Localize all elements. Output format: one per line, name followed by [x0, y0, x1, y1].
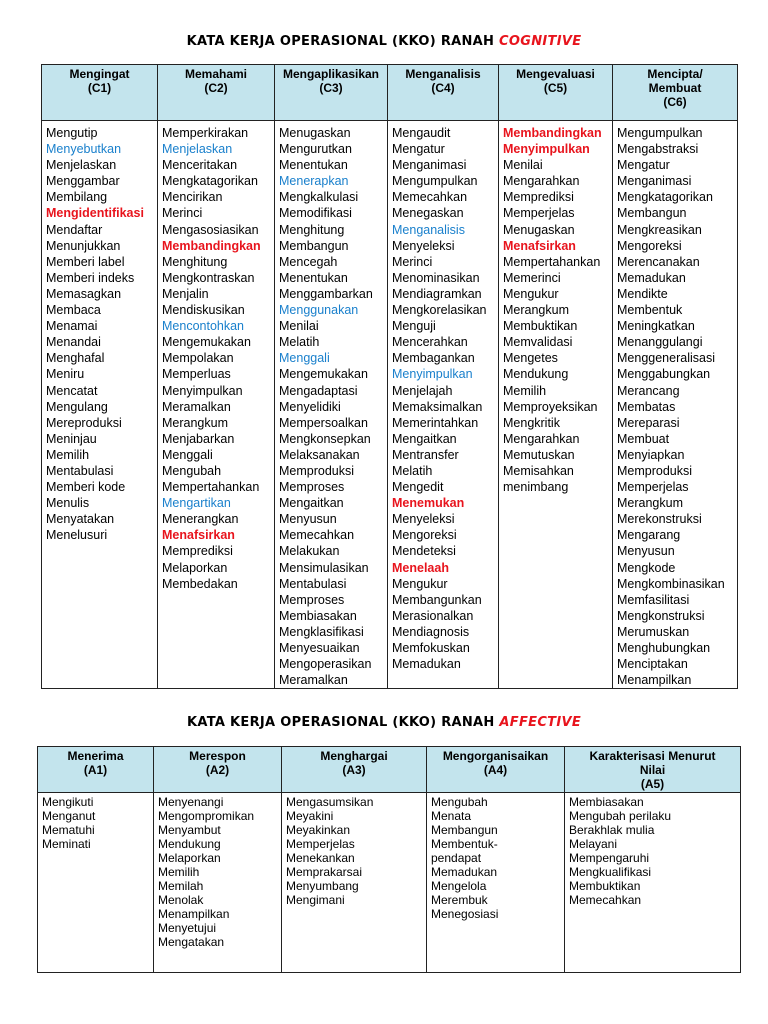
affective-body-row — [38, 793, 741, 973]
verb-item: pendapat — [431, 851, 482, 865]
verb-item: Mengkatagorikan — [617, 190, 713, 205]
verb-item: Memproduksi — [617, 463, 693, 478]
verb-item: Memecahkan — [569, 893, 642, 907]
verb-item: Mencontohkan — [162, 319, 245, 334]
verb-item: Merangkum — [617, 496, 683, 511]
verb-item: Meminati — [42, 837, 91, 851]
verb-item: Mereparasi — [617, 415, 680, 430]
verb-item: Mengurutkan — [279, 142, 352, 157]
verb-item: Menelusuri — [46, 528, 108, 543]
verb-item: Menyambut — [158, 823, 221, 837]
verb-item: Memproduksi — [279, 463, 355, 478]
verb-item: Menata — [431, 809, 472, 823]
verb-item: Menegosiasi — [431, 907, 499, 921]
verb-item: Mengukur — [503, 286, 559, 301]
verb-item: Mendukung — [158, 837, 221, 851]
verb-item: Mengkode — [617, 560, 676, 575]
cognitive-body-row — [42, 121, 738, 689]
verb-item: Menggali — [162, 447, 213, 462]
verb-item: Mentransfer — [392, 447, 459, 462]
verb-list-cell — [42, 121, 158, 689]
column-header — [388, 65, 499, 121]
verb-item: Menugaskan — [279, 126, 351, 140]
verb-item: Membandingkan — [503, 126, 602, 140]
verb-item: Menggabungkan — [617, 367, 711, 382]
verb-item: Menilai — [503, 158, 543, 173]
verb-item: Melatih — [392, 463, 433, 478]
verb-item: Mengarang — [617, 528, 681, 543]
verb-item: Mendiagnosis — [392, 624, 470, 639]
verb-item: Memfokuskan — [392, 641, 470, 655]
verb-item: Mengkualifikasi — [569, 865, 652, 879]
verb-item: Menerangkan — [162, 512, 239, 527]
verb-item: Memvalidasi — [503, 335, 573, 350]
verb-item: Menegaskan — [392, 206, 464, 221]
verb-item: Menggeneralisasi — [617, 351, 715, 366]
cognitive-title — [0, 34, 768, 49]
verb-item: Menandai — [46, 335, 101, 350]
verb-item: Mengimani — [286, 893, 345, 907]
verb-item: Membiasakan — [279, 608, 357, 623]
column-header — [42, 65, 158, 121]
verb-item: Menghubungkan — [617, 641, 711, 655]
verb-item: Membuktikan — [503, 319, 578, 334]
verb-item: Memprediksi — [503, 190, 574, 205]
verb-item: Melakukan — [279, 544, 340, 559]
verb-item: Merinci — [392, 254, 433, 269]
verb-item: Merencanakan — [617, 254, 700, 269]
verb-item: Meniru — [46, 367, 85, 382]
verb-item: Memilih — [503, 383, 547, 398]
verb-item: Memprediksi — [162, 544, 233, 559]
verb-item: Berakhlak mulia — [569, 823, 655, 837]
verb-item: Menyetujui — [158, 921, 217, 935]
verb-item: Mencatat — [46, 383, 98, 398]
verb-item: Mengklasifikasi — [279, 624, 364, 639]
column-header-line: Mengingat — [69, 67, 130, 81]
verb-item: Membilang — [46, 190, 108, 205]
verb-item: Melaksanakan — [279, 447, 360, 462]
verb-item: Mengasosiasikan — [162, 222, 259, 237]
column-header — [427, 747, 565, 793]
verb-item: Mengatakan — [158, 935, 225, 949]
verb-item: Memfasilitasi — [617, 592, 690, 607]
verb-item: Mensimulasikan — [279, 560, 369, 575]
verb-item: Mengedit — [392, 480, 444, 495]
cognitive-kko-table — [41, 64, 738, 689]
verb-item: Mengartikan — [162, 496, 231, 511]
verb-item: Melaporkan — [162, 560, 228, 575]
verb-item: Merembuk — [431, 893, 488, 907]
verb-item: Menampilkan — [617, 673, 692, 688]
verb-item: Memutuskan — [503, 447, 575, 462]
verb-item: Mengabstraksi — [617, 142, 699, 157]
verb-item: Menemukan — [392, 496, 465, 511]
verb-item: Menyusun — [617, 544, 675, 559]
verb-item: Memadukan — [617, 270, 686, 285]
verb-item: Menciptakan — [617, 657, 688, 672]
verb-item: Membagankan — [392, 351, 475, 366]
verb-item: Memadukan — [431, 865, 498, 879]
verb-item: Memprakarsai — [286, 865, 363, 879]
verb-item: Mengadaptasi — [279, 383, 358, 398]
affective-title — [0, 715, 768, 730]
verb-item: Meningkatkan — [617, 319, 695, 334]
verb-item: Memperkirakan — [162, 126, 249, 140]
verb-item: Menyimpulkan — [503, 142, 590, 157]
verb-item: Menilai — [279, 319, 319, 334]
verb-item: Mengumpulkan — [392, 174, 478, 189]
column-header-line: Karakterisasi Menurut — [589, 749, 716, 763]
column-header — [154, 747, 282, 793]
verb-item: Mengkontraskan — [162, 270, 255, 285]
column-header-line: Mencipta/ — [647, 67, 703, 81]
verb-item: Memilih — [158, 865, 200, 879]
verb-item: Mengaudit — [392, 126, 451, 140]
verb-item: Menganimasi — [392, 158, 467, 173]
verb-list-cell — [613, 121, 738, 689]
column-header-line: (C3) — [319, 81, 343, 95]
verb-item: Mengkonsepkan — [279, 431, 371, 446]
verb-item: Menyeleksi — [392, 512, 455, 527]
verb-list-cell — [388, 121, 499, 689]
verb-item: Membatas — [617, 399, 676, 414]
verb-item: Mendeteksi — [392, 544, 456, 559]
verb-item: Mempengaruhi — [569, 851, 650, 865]
verb-item: Membangun — [431, 823, 498, 837]
verb-item: Memilih — [46, 447, 90, 462]
verb-item: Mengelola — [431, 879, 487, 893]
verb-item: Membedakan — [162, 576, 238, 591]
column-header-line: Mengevaluasi — [516, 67, 595, 81]
verb-item: Membuktikan — [569, 879, 641, 893]
affective-title-emphasis: AFFECTIVE — [499, 715, 582, 730]
verb-item: Memadukan — [392, 657, 461, 672]
verb-item: Menyatakan — [46, 512, 115, 527]
verb-item: Membaca — [46, 303, 101, 318]
verb-item: Mengubah perilaku — [569, 809, 672, 823]
verb-item: Memisahkan — [503, 463, 574, 478]
verb-item: Menamai — [46, 319, 98, 334]
affective-kko-table — [37, 746, 741, 973]
verb-item: Menyebutkan — [46, 142, 122, 157]
verb-item: Memperjelas — [503, 206, 575, 221]
verb-item: Menyenangi — [158, 795, 224, 809]
verb-item: Menggambar — [46, 174, 120, 189]
column-header-line: (C5) — [543, 81, 568, 95]
verb-item: Mengkatagorikan — [162, 174, 258, 189]
verb-item: Mendukung — [503, 367, 569, 382]
verb-item: Membangun — [617, 206, 687, 221]
column-header — [565, 747, 741, 793]
verb-item: Mengoreksi — [617, 238, 682, 253]
verb-item: Menominasikan — [392, 270, 480, 285]
verb-item: Menggali — [279, 351, 330, 366]
verb-item: Mencirikan — [162, 190, 223, 205]
column-header — [282, 747, 427, 793]
verb-item: Memproses — [279, 592, 345, 607]
verb-item: Menceritakan — [162, 158, 238, 173]
verb-list-cell — [499, 121, 613, 689]
verb-item: Meramalkan — [162, 399, 231, 414]
column-header-line: Menganalisis — [405, 67, 481, 81]
verb-item: Mereproduksi — [46, 415, 122, 430]
verb-item: Menyeleksi — [392, 238, 455, 253]
verb-item: Mengukur — [392, 576, 448, 591]
verb-item: Mengikuti — [42, 795, 94, 809]
verb-list-cell — [158, 121, 275, 689]
verb-item: Menyumbang — [286, 879, 359, 893]
verb-item: Membandingkan — [162, 238, 261, 253]
verb-item: Mentabulasi — [279, 576, 347, 591]
verb-list-cell — [154, 793, 282, 973]
verb-item: Merasionalkan — [392, 608, 474, 623]
column-header-line: (A2) — [205, 763, 230, 777]
verb-item: Meramalkan — [279, 673, 348, 688]
verb-item: Menunjukkan — [46, 238, 121, 253]
verb-item: Menolak — [158, 893, 204, 907]
verb-item: Memberi indeks — [46, 270, 135, 285]
column-header-line: Membuat — [648, 81, 702, 95]
verb-item: Merumuskan — [617, 624, 690, 639]
verb-item: Mempertahankan — [503, 254, 601, 269]
verb-item: Mengasumsikan — [286, 795, 374, 809]
verb-item: Mengarahkan — [503, 431, 580, 446]
column-header-line: (C4) — [431, 81, 455, 95]
verb-item: Mencegah — [279, 254, 338, 269]
verb-item: Menekankan — [286, 851, 355, 865]
verb-item: Menafsirkan — [503, 238, 576, 253]
verb-item: Mencerahkan — [392, 335, 468, 350]
verb-item: Menjabarkan — [162, 431, 235, 446]
verb-item: Membentuk- — [431, 837, 498, 851]
verb-item: Membangunkan — [392, 592, 482, 607]
column-header-line: (A1) — [83, 763, 108, 777]
verb-item: Mempolakan — [162, 351, 234, 366]
verb-item: Mengumpulkan — [617, 126, 703, 140]
verb-item: Menganalisis — [392, 222, 465, 237]
verb-item: Membuat — [617, 431, 670, 446]
verb-item: Menguji — [392, 319, 436, 334]
verb-item: Mengoperasikan — [279, 657, 372, 672]
verb-item: Membangun — [279, 238, 349, 253]
verb-item: Mengaitkan — [279, 496, 344, 511]
verb-item: Menghitung — [279, 222, 345, 237]
verb-item: Mematuhi — [42, 823, 95, 837]
verb-item: Menggunakan — [279, 303, 359, 318]
verb-item: Memberi kode — [46, 480, 126, 495]
affective-title-prefix: KATA KERJA OPERASIONAL (KKO) RANAH — [186, 715, 500, 730]
verb-item: Menugaskan — [503, 222, 575, 237]
column-header-line: Menghargai — [320, 749, 388, 763]
verb-item: Merancang — [617, 383, 680, 398]
verb-item: Mengutip — [46, 126, 98, 140]
verb-item: Mengubah — [162, 463, 222, 478]
verb-item: Mengarahkan — [503, 174, 580, 189]
verb-item: Merangkum — [503, 303, 569, 318]
column-header-line: Nilai — [639, 763, 666, 777]
verb-list-cell — [275, 121, 388, 689]
verb-item: Mengemukakan — [162, 335, 251, 350]
verb-item: Mendiskusikan — [162, 303, 245, 318]
verb-item: Mengkreasikan — [617, 222, 702, 237]
verb-item: Meyakini — [286, 809, 334, 823]
cognitive-title-prefix: KATA KERJA OPERASIONAL (KKO) RANAH — [186, 34, 500, 49]
verb-item: Menjalin — [162, 286, 209, 301]
verb-item: Menjelajah — [392, 383, 453, 398]
verb-item: Mendaftar — [46, 222, 103, 237]
column-header-line: Mengorganisaikan — [442, 749, 549, 763]
verb-item: Mendikte — [617, 286, 668, 301]
verb-list-cell — [565, 793, 741, 973]
verb-item: Memperjelas — [617, 480, 689, 495]
verb-item: Mengkritik — [503, 415, 560, 430]
verb-item: Memproses — [279, 480, 345, 495]
column-header — [38, 747, 154, 793]
verb-item: Mengompromikan — [158, 809, 255, 823]
verb-item: Menggambarkan — [279, 286, 373, 301]
verb-item: Menyimpulkan — [162, 383, 243, 398]
verb-item: Menanggulangi — [617, 335, 703, 350]
verb-item: Menulis — [46, 496, 90, 511]
column-header-line: Merespon — [189, 749, 246, 763]
verb-item: Mengidentifikasi — [46, 206, 144, 221]
verb-item: Memaksimalkan — [392, 399, 483, 414]
column-header — [499, 65, 613, 121]
verb-item: Menganut — [42, 809, 96, 823]
verb-item: Mengkorelasikan — [392, 303, 487, 318]
column-header-line: (C2) — [204, 81, 228, 95]
verb-item: Mengemukakan — [279, 367, 368, 382]
verb-item: Melaporkan — [158, 851, 221, 865]
verb-item: Memberi label — [46, 254, 125, 269]
verb-item: Mempertahankan — [162, 480, 260, 495]
verb-item: Mengaitkan — [392, 431, 457, 446]
verb-item: Menganimasi — [617, 174, 692, 189]
verb-item: Menyesuaikan — [279, 641, 360, 655]
column-header-line: (A5) — [640, 777, 665, 791]
verb-item: Menampilkan — [158, 907, 230, 921]
verb-item: Mengulang — [46, 399, 108, 414]
verb-item: Memerintahkan — [392, 415, 479, 430]
verb-item: Menyiapkan — [617, 447, 685, 462]
column-header-line: (C1) — [87, 81, 112, 95]
verb-item: Menyelidiki — [279, 399, 341, 414]
column-header-line: (A3) — [342, 763, 366, 777]
verb-item: Merinci — [162, 206, 203, 221]
verb-item: Merekonstruksi — [617, 512, 702, 527]
verb-item: Mentabulasi — [46, 463, 114, 478]
verb-item: Mengkonstruksi — [617, 608, 705, 623]
verb-item: Mempersoalkan — [279, 415, 368, 430]
verb-item: Memilah — [158, 879, 204, 893]
verb-item: Meninjau — [46, 431, 97, 446]
column-header-line: Memahami — [184, 67, 248, 81]
cognitive-title-emphasis: COGNITIVE — [499, 34, 582, 49]
verb-list-cell — [38, 793, 154, 973]
verb-item: Memproyeksikan — [503, 399, 598, 414]
verb-item: Menafsirkan — [162, 528, 235, 543]
verb-item: Menghafal — [46, 351, 105, 366]
verb-item: Mendiagramkan — [392, 286, 482, 301]
verb-item: Mengkombinasikan — [617, 576, 725, 591]
verb-item: Memecahkan — [279, 528, 355, 543]
verb-item: Membiasakan — [569, 795, 644, 809]
verb-item: Menerapkan — [279, 174, 349, 189]
verb-item: menimbang — [503, 480, 569, 495]
verb-item: Menentukan — [279, 270, 348, 285]
verb-list-cell — [282, 793, 427, 973]
verb-item: Mengkalkulasi — [279, 190, 359, 205]
column-header — [275, 65, 388, 121]
verb-item: Memecahkan — [392, 190, 468, 205]
verb-item: Mengatur — [392, 142, 445, 157]
verb-item: Menjelaskan — [46, 158, 117, 173]
column-header-line: (C6) — [663, 95, 687, 109]
verb-item: Mengetes — [503, 351, 558, 366]
cognitive-header-row — [42, 65, 738, 121]
verb-item: Menyimpulkan — [392, 367, 473, 382]
verb-item: Memasagkan — [46, 286, 122, 301]
verb-item: Menghitung — [162, 254, 228, 269]
verb-item: Mengubah — [431, 795, 488, 809]
verb-item: Mengatur — [617, 158, 670, 173]
verb-item: Menentukan — [279, 158, 348, 173]
column-header-line: (A4) — [483, 763, 508, 777]
verb-item: Memperjelas — [286, 837, 355, 851]
verb-item: Melatih — [279, 335, 320, 350]
verb-item: Meyakinkan — [286, 823, 351, 837]
verb-item: Menelaah — [392, 560, 449, 575]
column-header-line: Menerima — [67, 749, 124, 763]
verb-item: Membentuk — [617, 303, 683, 318]
verb-item: Memperluas — [162, 367, 231, 382]
column-header — [158, 65, 275, 121]
verb-item: Melayani — [569, 837, 618, 851]
affective-header-row — [38, 747, 741, 793]
verb-list-cell — [427, 793, 565, 973]
verb-item: Merangkum — [162, 415, 228, 430]
verb-item: Memerinci — [503, 270, 561, 285]
column-header — [613, 65, 738, 121]
verb-item: Memodifikasi — [279, 206, 352, 221]
verb-item: Menyusun — [279, 512, 337, 527]
verb-item: Mengoreksi — [392, 528, 457, 543]
verb-item: Menjelaskan — [162, 142, 233, 157]
column-header-line: Mengaplikasikan — [282, 67, 380, 81]
